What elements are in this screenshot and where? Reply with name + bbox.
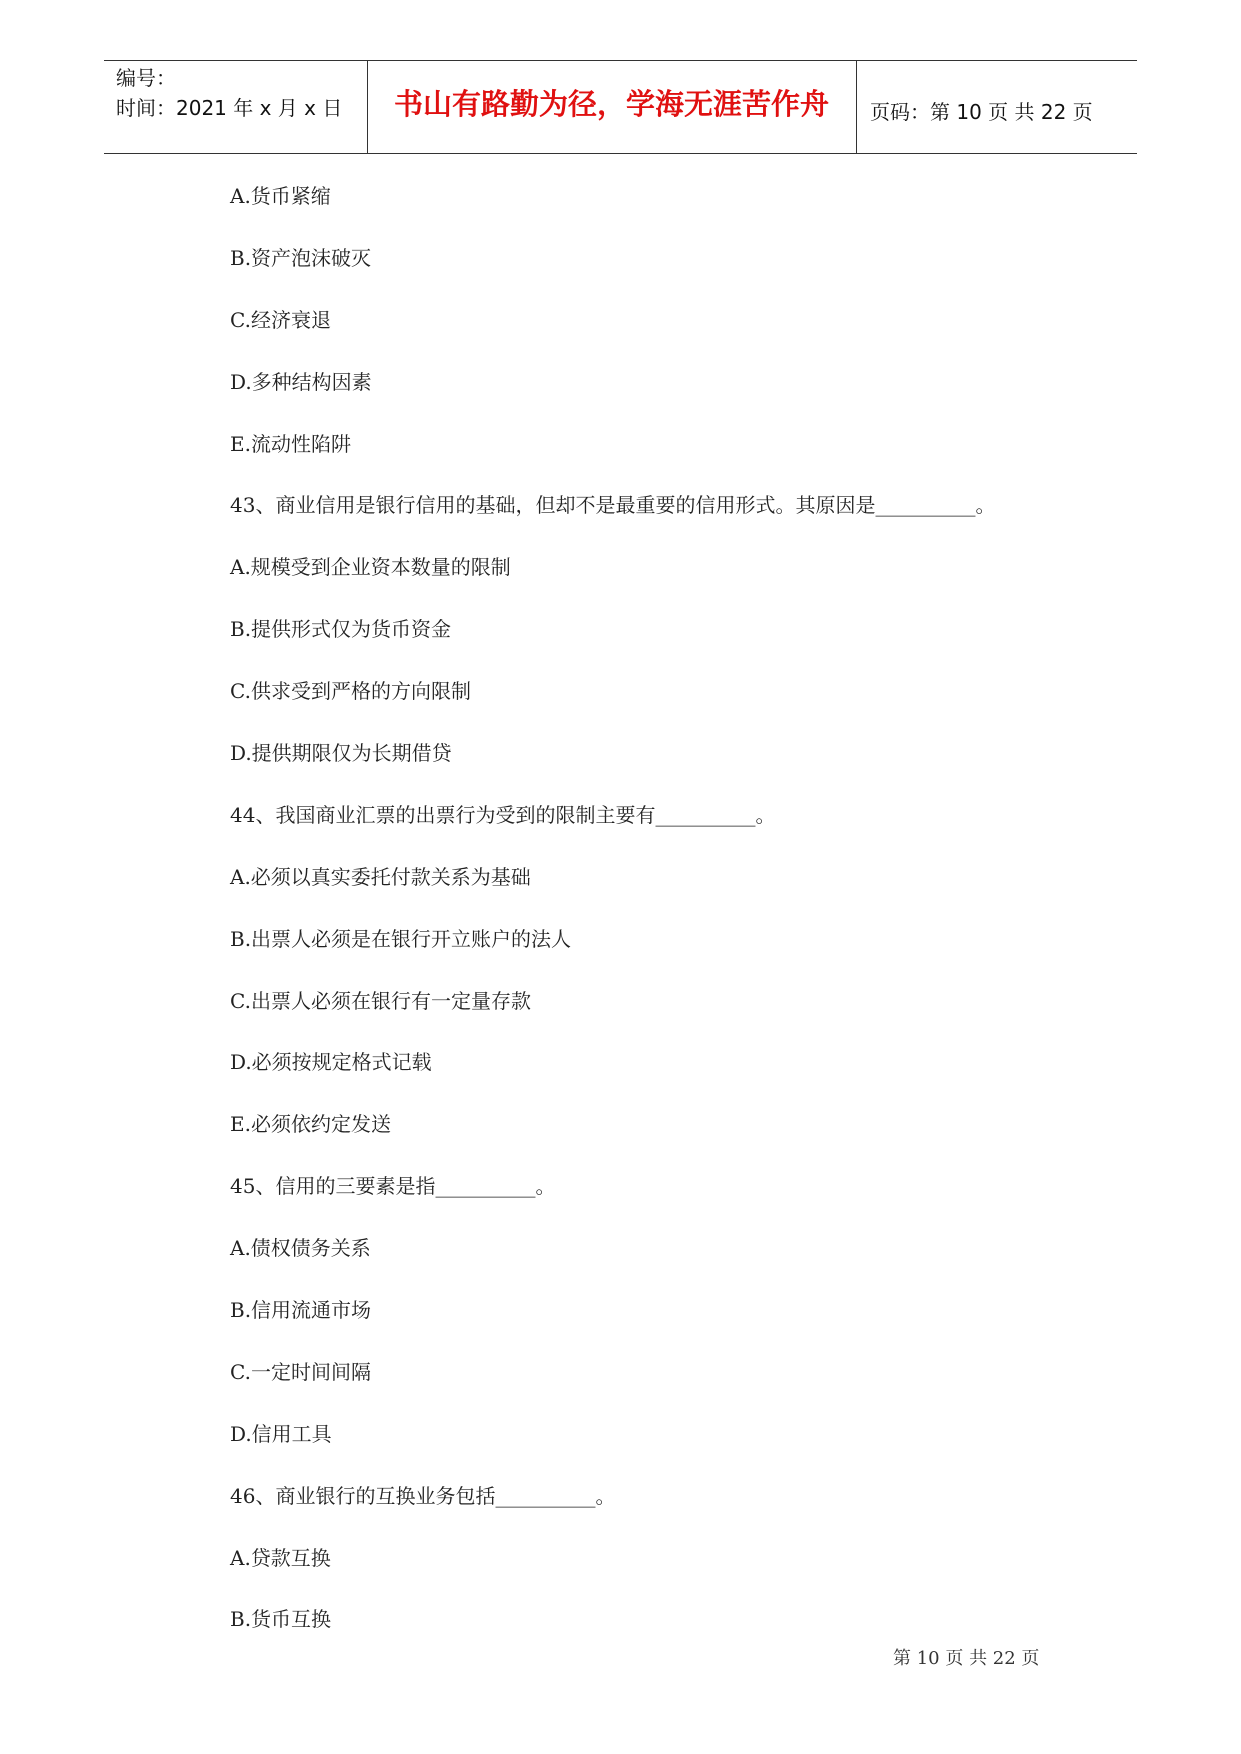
question-43: 43、商业信用是银行信用的基础，但却不是最重要的信用形式。其原因是__________。 (230, 493, 996, 518)
header-divider-right (856, 60, 857, 153)
option-line: D.必须按规定格式记载 (230, 1050, 432, 1075)
option-line: B.提供形式仅为货币资金 (230, 617, 452, 642)
option-line: A.债权债务关系 (230, 1236, 371, 1261)
option-line: B.资产泡沫破灭 (230, 245, 372, 270)
option-line: C.出票人必须在银行有一定量存款 (230, 988, 531, 1013)
option-line: D.提供期限仅为长期借贷 (230, 741, 452, 766)
option-line: E.流动性陷阱 (230, 431, 351, 456)
option-line: A.贷款互换 (230, 1545, 331, 1570)
option-line: D.多种结构因素 (230, 369, 372, 394)
header-page-info: 页码：第 10 页 共 22 页 (870, 100, 1093, 124)
option-line: C.供求受到严格的方向限制 (230, 679, 471, 704)
option-line: E.必须依约定发送 (230, 1112, 391, 1137)
option-line: B.货币互换 (230, 1607, 332, 1632)
header-number-label: 编号： (116, 66, 176, 90)
option-line: B.信用流通市场 (230, 1298, 372, 1323)
header-top-rule (104, 60, 1137, 61)
question-45: 45、信用的三要素是指__________。 (230, 1174, 556, 1199)
option-line: A.规模受到企业资本数量的限制 (230, 555, 511, 580)
option-line: D.信用工具 (230, 1421, 332, 1446)
option-line: C.一定时间间隔 (230, 1359, 371, 1384)
header-motto: 书山有路勤为径，学海无涯苦作舟 (393, 87, 829, 121)
header-bottom-rule (104, 153, 1137, 154)
option-line: A.必须以真实委托付款关系为基础 (230, 864, 531, 889)
page-footer: 第 10 页 共 22 页 (893, 1648, 1040, 1669)
question-46: 46、商业银行的互换业务包括__________。 (230, 1483, 616, 1508)
question-44: 44、我国商业汇票的出票行为受到的限制主要有__________。 (230, 802, 776, 827)
question-content (230, 180, 1130, 1665)
option-line: B.出票人必须是在银行开立账户的法人 (230, 926, 572, 951)
header-time-label: 时间：2021 年 x 月 x 日 (116, 96, 343, 120)
option-line: C.经济衰退 (230, 307, 331, 332)
option-line: A.货币紧缩 (230, 184, 331, 208)
